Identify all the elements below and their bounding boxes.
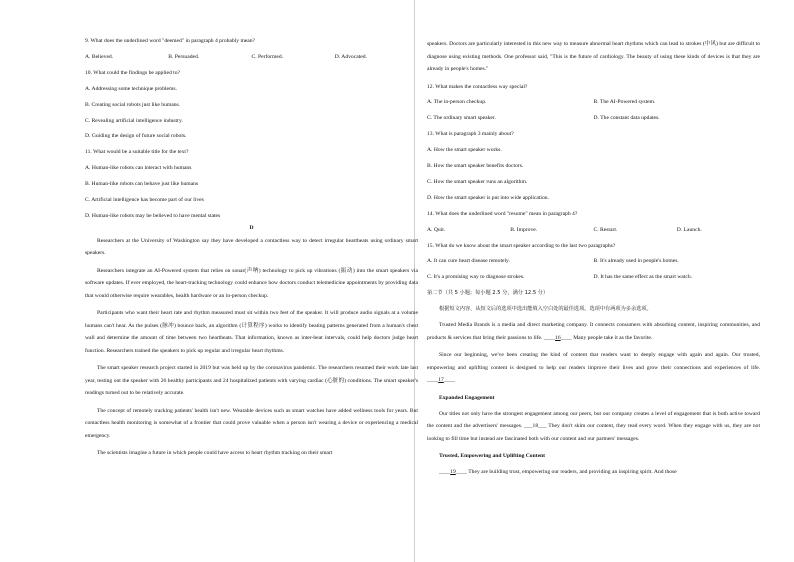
- subheading: Trusted, Empowering and Uplifting Content: [439, 453, 546, 459]
- blank-16: 16: [555, 334, 561, 341]
- question-15-options-row: [427, 258, 760, 266]
- option: B. Creating social robots just like humans.: [85, 101, 181, 108]
- question-14-options: [427, 227, 760, 235]
- section-heading-d: D: [249, 224, 254, 231]
- paragraph: Researchers integrate an AI-Powered system that relies on sonar(声呐) technology to pick up vibrations (振动) into the smart speakers via software updates. If ever employed, the heart-tracking technology could enhance how doctors conduct telemedicine appointments by providing data that would otherwise require wearables, health hardware or an in-person checkup.: [85, 267, 418, 299]
- paragraph: Participants who want their heart rate and rhythm measured must sit within two feet of the speaker. It will produce audio signals at a volume humans can't hear. As the pulses (脉冲) bounce back, an algorithm (计算程序) works to identify beating patterns generated from a human's chest wall and determine the amount of time between two heartbeats. That information, known as inter-beat intervals, could help doctors judge heart function. Researchers trained the speakers to pick up regular and irregular heart rhythms.: [85, 310, 418, 354]
- option: D. It has the same effect as the smart watch.: [593, 274, 693, 281]
- option: A. It can cure heart disease remotely.: [427, 258, 510, 265]
- paragraph: Our titles not only have the strongest engagement among our peers, but our company creates a level of engagement that is both active toward the content and the advertisers' messages. ___18___ They don't skim our content, they read every word. When they engage with us, they are not looking to fill time but instead are fascinated both with our content and our partners' messages.: [427, 410, 760, 442]
- option: D. Advocated.: [334, 53, 367, 60]
- option: C. The ordinary smart speaker.: [427, 115, 496, 122]
- option: C. Artificial intelligence has become part of our lives: [85, 197, 204, 204]
- option: C. Restart.: [593, 226, 618, 233]
- option: A. Believed.: [85, 53, 114, 60]
- subheading: Expanded Engagement: [439, 394, 495, 401]
- left-column: [85, 38, 418, 460]
- question-12: 12. What makes the contactless way special?: [427, 83, 528, 90]
- paragraph: Trusted Media Brands is a media and direct marketing company. It connects consumers with absorbing content, inspiring communities, and products & services that bring their passions to life. ____16____ Many people take it as the favorite.: [427, 322, 760, 341]
- question-15-options-row: [427, 274, 760, 282]
- option: D. Guiding the design of future social robots.: [85, 133, 187, 140]
- paragraph: The scientists imagine a future in which people could have access to heart rhythm tracking on their smart: [97, 450, 333, 457]
- option: D. Launch.: [676, 226, 702, 233]
- option: C. It's a promising way to diagnose strokes.: [427, 274, 525, 281]
- question-11: 11. What would be a suitable title for the text?: [85, 149, 189, 156]
- option: A. Quit.: [427, 226, 446, 233]
- question-10: 10. What could the findings be applied to?: [85, 69, 180, 76]
- paragraph: Since our beginning, we've been creating the kind of content that readers want to deeply engage with again and again. Our trusted, empowering and uplifting content is designed to help our readers improve their lives and grow their connections and experiences of life. ____17____: [427, 352, 760, 384]
- section-instruction: 根据短文内容，从短文后的选项中选出能填入空白处的最佳选项。选项中有两项为多余选项。: [439, 306, 652, 313]
- option: B. Human-like robots can behave just like humans: [85, 181, 199, 188]
- paragraph: The concept of remotely tracking patients' health isn't new. Wearable devices such as smart watches have added wellness tools for years. But contactless health monitoring is somewhat of a frontier that could prove valuable when a person isn't wearing a device or experiencing a medical emergency.: [85, 407, 418, 439]
- option: B. How the smart speaker benefits doctors.: [427, 163, 524, 170]
- question-12-options-row: [427, 99, 760, 107]
- blank-17: 17: [438, 377, 444, 384]
- option: B. Improve.: [510, 226, 538, 233]
- text: Since our beginning, we've been creating the kind of content that readers want to deeply engage with again and again. Our trusted, empowering and uplifting content is designed to help our readers improve their lives and grow their connections and experiences of life.: [427, 352, 760, 371]
- question-12-options-row: [427, 115, 760, 123]
- question-13: 13. What is paragraph 3 mainly about?: [427, 131, 514, 138]
- option: B. It's already used in people's homes.: [593, 258, 679, 265]
- option: A. Addressing some technique problems.: [85, 85, 177, 92]
- paragraph: ____19____ They are building trust, empowering our readers, and providing an inspiring spirit. And those: [439, 468, 677, 475]
- option: A. How the smart speaker works.: [427, 147, 502, 154]
- blank-19: 19: [450, 468, 456, 475]
- question-9-options: [85, 54, 418, 62]
- option: D. How the smart speaker is put into wide application.: [427, 194, 549, 201]
- section-two-heading: 第二节（共 5 小题；每小题 2.5 分，满分 12.5 分）: [427, 290, 549, 297]
- option: C. Performed.: [251, 53, 284, 60]
- text: They are building trust, empowering our readers, and providing an inspiring spirit. And those: [466, 468, 677, 475]
- option: B. Persuaded.: [168, 53, 200, 60]
- option: A. Human-like robots can interact with humans: [85, 165, 192, 172]
- option: C. Revealing artificial intelligence industry.: [85, 117, 183, 124]
- paragraph: The smart speaker research project started in 2019 but was held up by the coronavirus pandemic. The researchers resumed their work late last year, testing out the speaker with 26 healthy participants and 24 hospitalized patients with varying cardiac (心脏的) conditions. The smart speaker's readings turned out to be relatively accurate.: [85, 365, 418, 397]
- text: Many people take it as the favorite.: [571, 334, 653, 341]
- option: C. How the smart speaker runs an algorithm.: [427, 178, 528, 185]
- question-15: 15. What do we know about the smart speaker according to the last two paragraphs?: [427, 242, 616, 249]
- paragraph: Researchers at the University of Washington say they have developed a contactless way to detect irregular heartbeats using ordinary smart speakers.: [85, 237, 418, 257]
- option: B. The AI-Powered system.: [593, 99, 656, 106]
- option: A. The in-person checkup.: [427, 99, 487, 106]
- text: Trusted Media Brands is a media and direct marketing company. It connects consumers with absorbing content, inspiring communities, and products & services that bring their passions to life.: [427, 322, 760, 341]
- paragraph-continued: speakers. Doctors are particularly interested in this new way to measure abnormal heart rhythms which can lead to strokes (中风) but are difficult to diagnose using existing methods. One professor said, "This is the future of cardiology. The beauty of using these kinds of devices is that they are already in people's homes.": [427, 41, 760, 72]
- option: D. Human-like robots may be believed to have mental states: [85, 212, 221, 219]
- option: D. The constant data updates.: [593, 115, 660, 122]
- question-14: 14. What does the underlined word "resume" mean in paragraph 4?: [427, 210, 578, 217]
- question-9: 9. What does the underlined word "deemed" in paragraph 4 probably mean?: [85, 38, 256, 44]
- right-column: [427, 38, 760, 478]
